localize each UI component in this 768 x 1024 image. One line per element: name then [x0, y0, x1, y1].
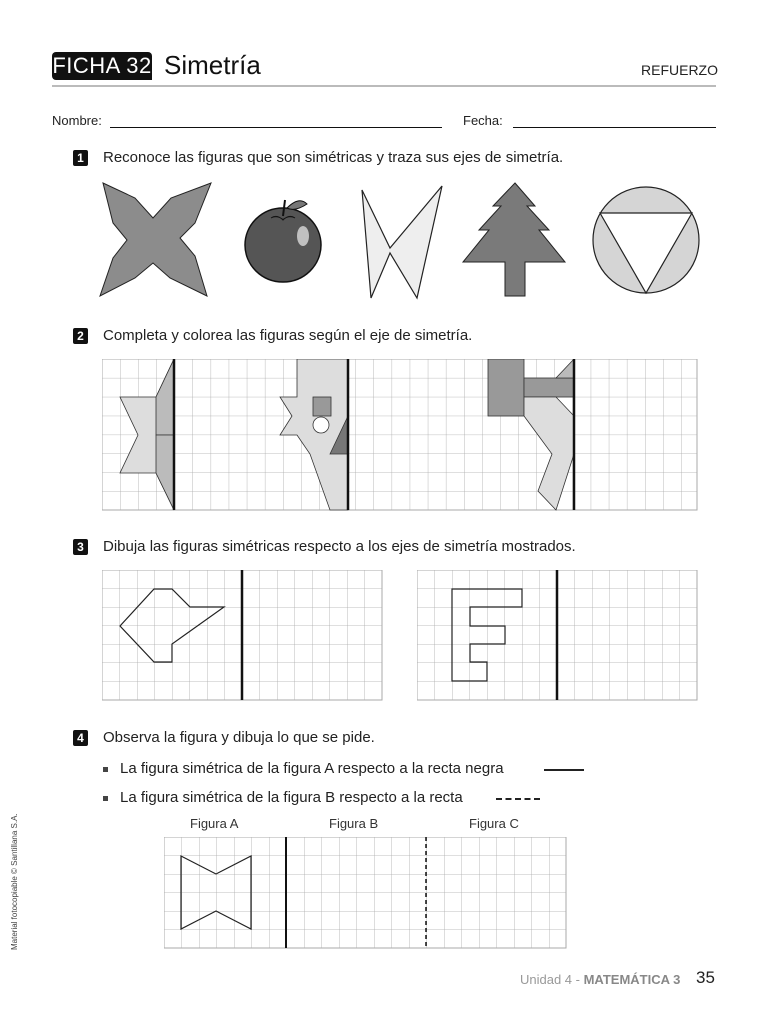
figure-c-label: Figura C	[469, 816, 519, 831]
q3-grid-left[interactable]	[102, 570, 385, 702]
star-cross-figure[interactable]	[100, 183, 211, 296]
question-text: Completa y colorea las figuras según el eje de simetría.	[103, 327, 473, 344]
q2-grid[interactable]	[102, 359, 699, 512]
question-number: 1	[73, 150, 88, 166]
name-label: Nombre:	[52, 113, 102, 128]
page-number: 35	[696, 968, 715, 987]
question-text: Observa la figura y dibuja lo que se pide.	[103, 729, 375, 746]
footer-unit: Unidad 4 - MATEMÁTICA 3	[520, 972, 681, 987]
date-field[interactable]	[513, 127, 716, 128]
solid-line-sample	[544, 769, 584, 771]
question-text: Dibuja las figuras simétricas respecto a los ejes de simetría mostrados.	[103, 538, 576, 555]
figure-a-label: Figura A	[190, 816, 239, 831]
question-number: 4	[73, 730, 88, 746]
circle-triangle-figure[interactable]	[593, 187, 699, 293]
w-figure[interactable]	[362, 186, 442, 298]
q4-grid[interactable]	[164, 837, 568, 951]
question-number: 3	[73, 539, 88, 555]
ficha-badge: FICHA 32	[52, 53, 152, 78]
copyright-side-text: Material fotocopiable © Santillana S.A.	[10, 813, 19, 950]
tree-figure[interactable]	[463, 183, 565, 296]
refuerzo-tag: REFUERZO	[641, 62, 718, 78]
page-title: Simetría	[164, 50, 261, 80]
header-divider	[52, 85, 716, 87]
bullet-marker	[103, 767, 108, 772]
name-field[interactable]	[110, 127, 442, 128]
date-label: Fecha:	[463, 113, 503, 128]
question-text: Reconoce las figuras que son simétricas y traza sus ejes de simetría.	[103, 149, 564, 166]
q2-figure-3	[488, 359, 524, 416]
apple-figure[interactable]	[245, 200, 321, 282]
question-number: 2	[73, 328, 88, 344]
q1-figures	[95, 178, 715, 303]
dashed-line-sample	[496, 798, 540, 800]
figure-b-label: Figura B	[329, 816, 379, 831]
bullet-marker	[103, 796, 108, 801]
bullet-text: La figura simétrica de la figura A respecto a la recta negra	[120, 760, 504, 777]
q3-grid-right[interactable]	[417, 570, 700, 702]
bullet-text: La figura simétrica de la figura B respecto a la recta	[120, 789, 463, 806]
